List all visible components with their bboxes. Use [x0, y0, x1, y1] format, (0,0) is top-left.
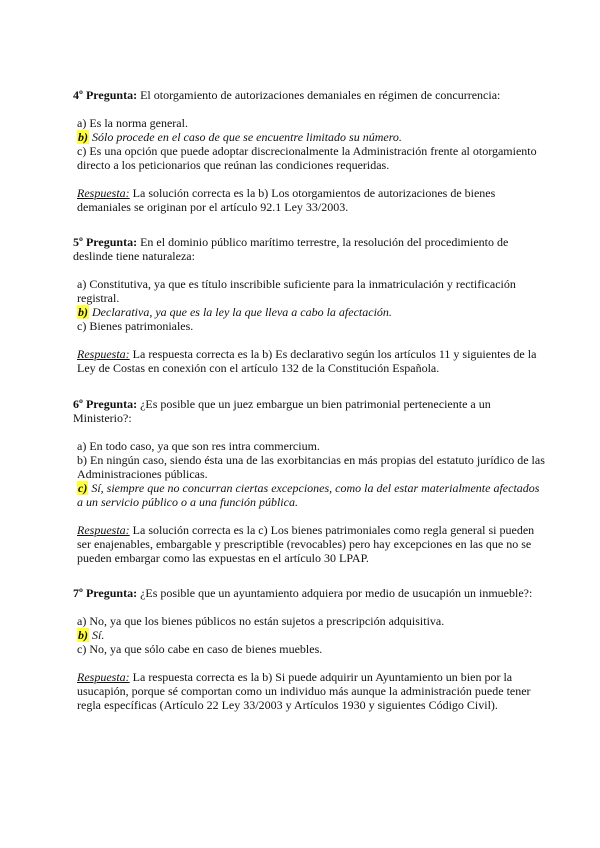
option-letter: a): [77, 277, 87, 291]
question-text: En el dominio público marítimo terrestre, la resolución del procedimiento de deslinde tiene naturaleza:: [73, 235, 509, 263]
question-text: El otorgamiento de autorizaciones demaniales en régimen de concurrencia:: [140, 88, 501, 102]
option-text: No, ya que los bienes públicos no están sujetos a prescripción adquisitiva.: [89, 614, 445, 628]
option-letter-highlighted: b): [78, 628, 88, 642]
option-text: Es una opción que puede adoptar discrecionalmente la Administración frente al otorgamiento directo a los peticionarios que reúnan las condiciones requeridas.: [77, 144, 537, 172]
answer-text: La respuesta correcta es la b) Es declarativo según los artículos 11 y siguientes de la Ley de Costas en conexión con el artículo 132 de la Constitución Española.: [77, 347, 537, 375]
option-a: [73, 614, 545, 628]
answer-explanation: [73, 347, 545, 375]
question-title: [73, 235, 545, 263]
option-text: Sí, siempre que no concurran ciertas excepciones, como la del estar materialmente afectados a un servicio público o a una función pública.: [77, 481, 540, 509]
question-number: 7º Pregunta:: [73, 586, 138, 600]
option-text: En ningún caso, siendo ésta una de las exorbitancias en más propias del estatuto jurídico de las Administraciones públicas.: [77, 453, 545, 481]
option-letter: c): [77, 319, 87, 333]
answer-label: Respuesta:: [77, 347, 130, 361]
question-title: [73, 397, 545, 425]
option-b-correct: [73, 628, 545, 642]
question-number: 4º Pregunta:: [73, 88, 138, 102]
question-text: ¿Es posible que un juez embargue un bien patrimonial perteneciente a un Ministerio?:: [73, 397, 491, 425]
option-c: [73, 642, 545, 656]
answer-text: La respuesta correcta es la b) Si puede adquirir un Ayuntamiento un bien por la usucapión, porque sé comportan como un individuo más aunque la administración puede tener regla específicas (Artículo 22 Ley 33/2003 y Artículos 1930 y siguientes Código Civil).: [77, 670, 531, 712]
option-a: [73, 116, 545, 130]
option-letter: a): [77, 439, 87, 453]
option-a: [73, 439, 545, 453]
option-letter: c): [77, 144, 87, 158]
answer-label: Respuesta:: [77, 670, 130, 684]
answer-explanation: [73, 186, 545, 214]
answer-label: Respuesta:: [77, 523, 130, 537]
option-letter: b): [77, 453, 87, 467]
option-b-correct: [73, 130, 545, 144]
question-block: [73, 397, 545, 565]
option-text: Es la norma general.: [89, 116, 188, 130]
option-letter: a): [77, 116, 87, 130]
option-text: No, ya que sólo cabe en caso de bienes muebles.: [89, 642, 323, 656]
answer-explanation: [73, 670, 545, 712]
option-letter-highlighted: c): [78, 481, 88, 495]
option-letter: c): [77, 642, 87, 656]
question-block: [73, 235, 545, 375]
option-text: En todo caso, ya que son res intra commercium.: [89, 439, 320, 453]
option-c-correct: [73, 481, 545, 509]
option-letter: a): [77, 614, 87, 628]
option-text: Sólo procede en el caso de que se encuentre limitado su número.: [92, 130, 402, 144]
option-a: [73, 277, 545, 305]
answer-explanation: [73, 523, 545, 565]
option-text: Sí.: [92, 628, 105, 642]
answer-text: La solución correcta es la b) Los otorgamientos de autorizaciones de bienes demaniales se originan por el artículo 92.1 Ley 33/2003.: [77, 186, 496, 214]
option-b-correct: [73, 305, 545, 319]
question-number: 5º Pregunta:: [73, 235, 138, 249]
question-text: ¿Es posible que un ayuntamiento adquiera por medio de usucapión un inmueble?:: [140, 586, 533, 600]
option-text: Bienes patrimoniales.: [89, 319, 194, 333]
option-letter-highlighted: b): [78, 305, 88, 319]
question-title: [73, 88, 545, 102]
option-b: [73, 453, 545, 481]
question-title: [73, 586, 545, 600]
option-c: [73, 319, 545, 333]
option-text: Constitutiva, ya que es título inscribible suficiente para la inmatriculación y rectificación registral.: [77, 277, 516, 305]
question-block: [73, 586, 545, 712]
option-text: Declarativa, ya que es la ley la que lleva a cabo la afectación.: [92, 305, 392, 319]
option-c: [73, 144, 545, 172]
question-number: 6º Pregunta:: [73, 397, 138, 411]
answer-label: Respuesta:: [77, 186, 130, 200]
option-letter-highlighted: b): [78, 130, 88, 144]
answer-text: La solución correcta es la c) Los bienes patrimoniales como regla general si pueden ser enajenables, embargable y prescriptible (revocables) pero hay excepciones en las que no se pueden embargar como las expuestas en el artículo 30 LPAP.: [77, 523, 535, 565]
question-block: [73, 88, 545, 214]
